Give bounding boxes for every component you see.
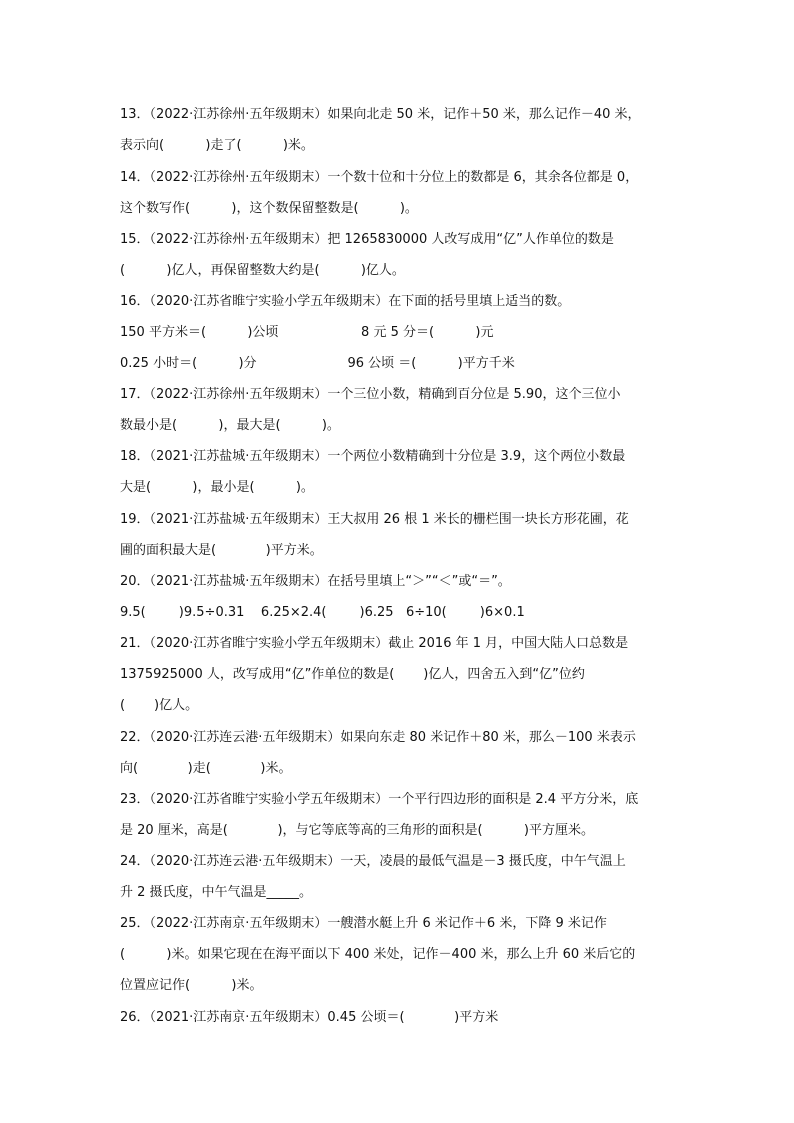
question-21-line-2: 1375925000 人，改写成用“亿”作单位的数是( )亿人，四舍五入到“亿”位约: [120, 667, 585, 682]
question-20-line-1: 20．（2021·江苏盐城·五年级期末）在括号里填上“＞”“＜”或“＝”。: [120, 574, 511, 589]
question-21-line-1: 21．（2020·江苏省睢宁实验小学五年级期末）截止 2016 年 1 月，中国大陆人口总数是: [120, 636, 629, 651]
question-14-line-1: 14．（2022·江苏徐州·五年级期末）一个数十位和十分位上的数都是 6，其余各位都是 0，: [120, 170, 639, 185]
question-25-line-2: ( )米。如果它现在在海平面以下 400 米处，记作－400 米，那么上升 60 米后它的: [120, 947, 636, 962]
question-13-line-2: 表示向( )走了( )米。: [120, 138, 314, 153]
question-25-line-3: 位置应记作( )米。: [120, 978, 263, 993]
question-16-line-1: 16．（2020·江苏省睢宁实验小学五年级期末）在下面的括号里填上适当的数。: [120, 294, 571, 309]
question-20-line-2: 9.5( )9.5÷0.31 6.25×2.4( )6.25 6÷10( )6×0.1: [120, 605, 525, 620]
question-18-line-1: 18．（2021·江苏盐城·五年级期末）一个两位小数精确到十分位是 3.9，这个两位小数最: [120, 449, 626, 464]
question-14-line-2: 这个数写作( )，这个数保留整数是( )。: [120, 201, 418, 216]
question-23-line-1: 23．（2020·江苏省睢宁实验小学五年级期末）一个平行四边形的面积是 2.4 平方分米，底: [120, 792, 639, 807]
question-23-line-2: 是 20 厘米，高是( )，与它等底等高的三角形的面积是( )平方厘米。: [120, 823, 595, 838]
question-25-line-1: 25．（2022·江苏南京·五年级期末）一艘潜水艇上升 6 米记作＋6 米，下降 9 米记作: [120, 916, 607, 931]
question-15-line-2: ( )亿人，再保留整数大约是( )亿人。: [120, 263, 405, 278]
question-17-line-1: 17．（2022·江苏徐州·五年级期末）一个三位小数，精确到百分位是 5.90，这个三位小: [120, 387, 621, 402]
question-15-line-1: 15．（2022·江苏徐州·五年级期末）把 1265830000 人改写成用“亿”人作单位的数是: [120, 232, 614, 247]
question-18-line-2: 大是( )，最小是( )。: [120, 480, 314, 495]
question-22-line-1: 22．（2020·江苏连云港·五年级期末）如果向东走 80 米记作＋80 米，那么－100 米表示: [120, 730, 636, 745]
question-24-line-1: 24．（2020·江苏连云港·五年级期末）一天，凌晨的最低气温是－3 摄氏度，中午气温上: [120, 854, 626, 869]
question-17-line-2: 数最小是( )，最大是( )。: [120, 418, 340, 433]
question-19-line-1: 19．（2021·江苏盐城·五年级期末）王大叔用 26 根 1 米长的栅栏围一块长方形花圃，花: [120, 512, 629, 527]
question-21-line-3: ( )亿人。: [120, 698, 199, 713]
question-19-line-2: 圃的面积最大是( )平方米。: [120, 543, 323, 558]
question-16-line-3: 0.25 小时＝( )分 96 公顷 ＝( )平方千米: [120, 356, 515, 371]
question-26-line-1: 26．（2021·江苏南京·五年级期末）0.45 公顷＝( )平方米: [120, 1010, 499, 1025]
question-22-line-2: 向( )走( )米。: [120, 761, 292, 776]
question-24-line-2: 升 2 摄氏度，中午气温是_____。: [120, 885, 313, 900]
question-13-line-1: 13．（2022·江苏徐州·五年级期末）如果向北走 50 米，记作＋50 米，那么记作－40 米，: [120, 107, 641, 122]
question-16-line-2: 150 平方米＝( )公顷 8 元 5 分＝( )元: [120, 325, 494, 340]
